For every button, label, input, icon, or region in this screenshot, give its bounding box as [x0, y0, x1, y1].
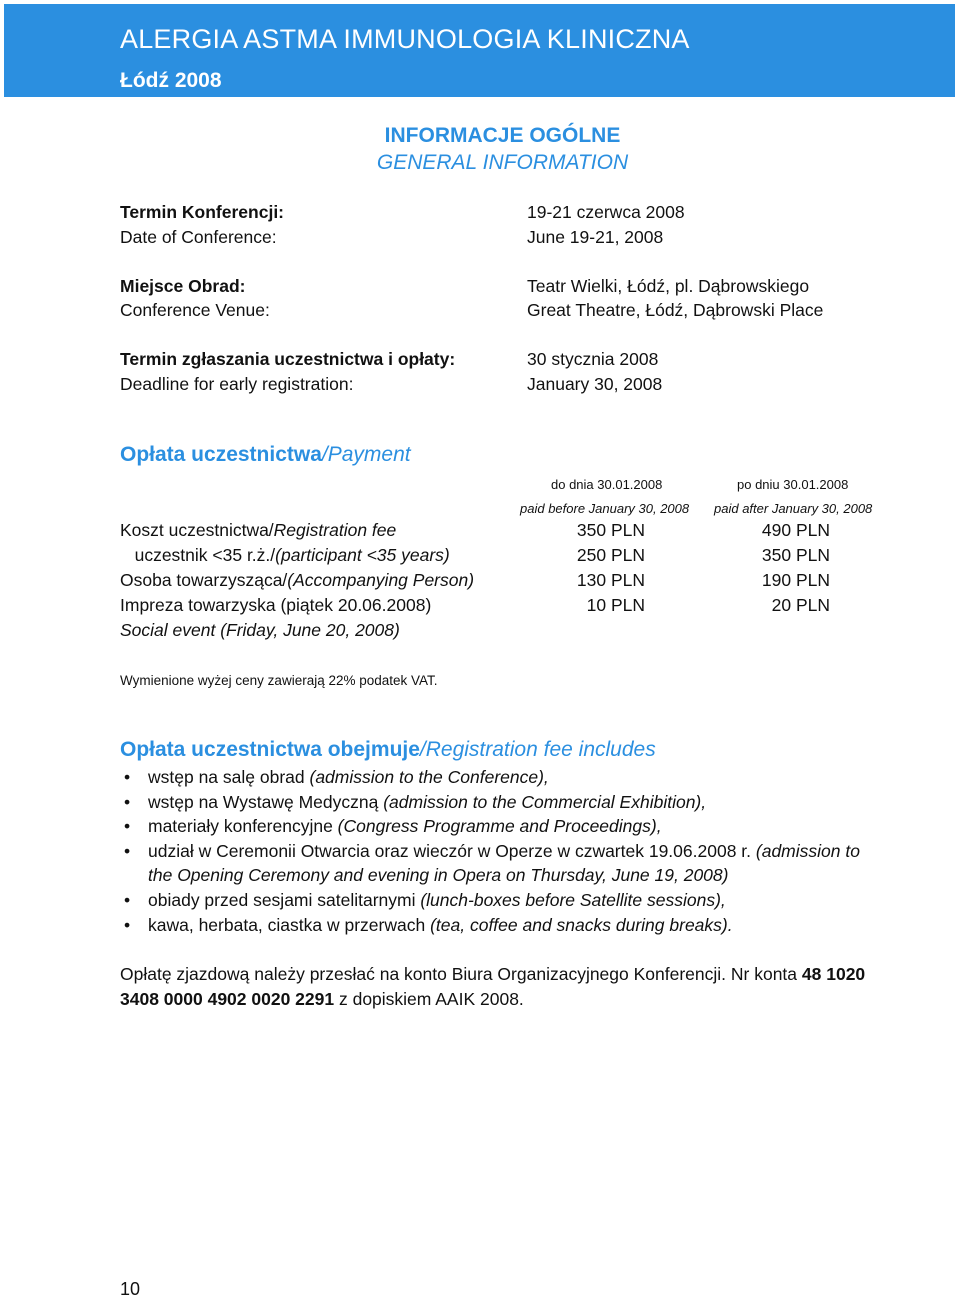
list-item: • kawa, herbata, ciastka w przerwach (tea, coffee and snacks during breaks).: [120, 913, 900, 938]
fee-row-registration: [0, 520, 960, 545]
deadline-value-pl: 30 stycznia 2008: [527, 349, 659, 369]
includes-heading-pl: Opłata uczestnictwa obejmuje: [120, 738, 420, 761]
list-item: • udział w Ceremonii Otwarcia oraz wieczór w Operze w czwartek 19.06.2008 r. (admission to the Opening Ceremony and evening in Opera on Thursday, June 19, 2008): [120, 839, 883, 888]
payment-heading-en: /Payment: [321, 443, 411, 466]
includes-heading-en: /Registration fee includes: [419, 738, 656, 761]
date-value-en: June 19-21, 2008: [527, 227, 664, 247]
payment-heading-pl: Opłata uczestnictwa: [120, 443, 322, 466]
fee-row-participant-under35: [0, 545, 960, 570]
page-number: 10: [120, 1279, 141, 1299]
includes-list: [120, 765, 900, 937]
venue-value-pl: Teatr Wielki, Łódź, pl. Dąbrowskiego: [527, 276, 810, 296]
general-heading-pl: INFORMACJE OGÓLNE: [384, 124, 621, 147]
fee-label-pl: Osoba towarzysząca/: [120, 570, 288, 590]
date-label-pl: Termin Konferencji:: [120, 202, 285, 222]
list-item: • materiały konferencyjne (Congress Programme and Proceedings),: [120, 814, 900, 839]
fee-col1-header-en: paid before January 30, 2008: [520, 501, 690, 516]
fee-label-en: (participant <35 years): [275, 545, 450, 565]
fee-value-after: 20 PLN: [771, 595, 830, 615]
bank-text-2: z dopiskiem AAIK 2008.: [334, 989, 524, 1009]
fee-label-pl: Impreza towarzyska (piątek 20.06.2008): [120, 595, 432, 615]
fee-row-accompanying: [0, 570, 960, 595]
fee-col1-header-pl: do dnia 30.01.2008: [551, 477, 663, 492]
fee-value-after: 490 PLN: [761, 520, 830, 540]
fee-value-before: 130 PLN: [576, 570, 645, 590]
fee-label-en: Registration fee: [273, 520, 397, 540]
fee-value-after: 190 PLN: [761, 570, 830, 590]
fee-col2-header-pl: po dniu 30.01.2008: [737, 477, 849, 492]
fee-value-before: 10 PLN: [586, 595, 645, 615]
fee-label-pl: Koszt uczestnictwa/: [120, 520, 274, 540]
document-title: ALERGIA ASTMA IMMUNOLOGIA KLINICZNA: [120, 24, 690, 54]
bank-text-1: Opłatę zjazdową należy przesłać na konto Biura Organizacyjnego Konferencji. Nr konta: [120, 964, 802, 984]
deadline-value-en: January 30, 2008: [527, 374, 663, 394]
fee-label-pl: uczestnik <35 r.ż./: [120, 545, 276, 565]
date-label-en: Date of Conference:: [120, 227, 277, 247]
fee-row-social-event-en: [0, 620, 960, 645]
header-banner: [4, 4, 955, 97]
bank-account-number: 48 1020 3408 0000 4902 0020 2291: [120, 964, 866, 1009]
vat-note: Wymienione wyżej ceny zawierają 22% podatek VAT.: [120, 673, 438, 688]
list-item: • wstęp na salę obrad (admission to the Conference),: [120, 765, 900, 790]
venue-value-en: Great Theatre, Łódź, Dąbrowski Place: [527, 300, 824, 320]
fee-value-before: 250 PLN: [576, 545, 645, 565]
bank-transfer-note: [120, 962, 900, 1012]
list-item: • wstęp na Wystawę Medyczną (admission to the Commercial Exhibition),: [120, 790, 900, 815]
fee-col2-header-en: paid after January 30, 2008: [714, 501, 873, 516]
venue-label-pl: Miejsce Obrad:: [120, 276, 246, 296]
deadline-label-pl: Termin zgłaszania uczestnictwa i opłaty:: [120, 349, 456, 369]
deadline-label-en: Deadline for early registration:: [120, 374, 354, 394]
includes-heading: [120, 738, 656, 762]
document-subtitle: Łódź 2008: [120, 69, 222, 92]
fee-value-before: 350 PLN: [576, 520, 645, 540]
fee-label-en: Social event (Friday, June 20, 2008): [120, 620, 400, 640]
venue-label-en: Conference Venue:: [120, 300, 270, 320]
payment-heading: [120, 443, 411, 467]
general-heading-en: GENERAL INFORMATION: [376, 151, 629, 174]
fee-row-social-event: [0, 595, 960, 620]
fee-value-after: 350 PLN: [761, 545, 830, 565]
fee-label-en: (Accompanying Person): [287, 570, 475, 590]
list-item: • obiady przed sesjami satelitarnymi (lunch-boxes before Satellite sessions),: [120, 888, 900, 913]
date-value-pl: 19-21 czerwca 2008: [527, 202, 685, 222]
